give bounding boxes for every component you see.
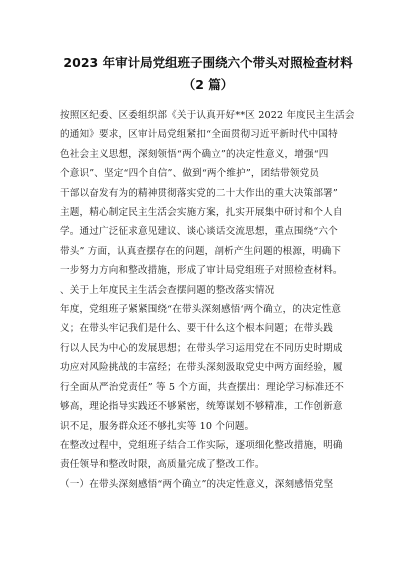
text-line: 在整改过程中，党组班子结合工作实际，逐项细化整改措施，明确 xyxy=(60,439,343,451)
text-line: 够高，理论指导实践还不够紧密，统筹谋划不够精准，工作创新意 xyxy=(60,401,343,413)
document-title: 2023 年审计局党组班子围绕六个带头对照检查材料 xyxy=(63,55,353,70)
text-line: 识不足，服务群众还不够扎实等 10 个问题。 xyxy=(60,420,255,432)
text-line: 行全面从严治党责任” 等 5 个方面，共查摆出：理论学习标准还不 xyxy=(60,381,344,393)
text-line: 的通知》要求，区审计局党组紧扣“全面贯彻习近平新时代中国特 xyxy=(60,129,338,141)
document-subtitle: （2 篇） xyxy=(182,77,234,92)
paragraph xyxy=(60,281,356,300)
text-line: 一步努力方向和整改措施，形成了审计局党组班子对照检查材料。 xyxy=(60,265,343,277)
text-line: 主题，精心制定民主生活会实施方案，扎实开展集中研讨和个人自 xyxy=(60,207,343,219)
text-line: 年度，党组班子紧紧围绕“在带头深刻感悟‘两个确立，的决定性意 xyxy=(60,304,342,316)
paragraph xyxy=(60,475,356,494)
text-line: 、关于上年度民主生活会查摆问题的整改落实情况 xyxy=(60,284,275,296)
text-line: （一）在带头深刻感悟“两个确立”的决定性意义，深刻感悟党坚 xyxy=(60,478,334,490)
text-line: 功应对风险挑战的丰富经；在带头深刻汲取党史中两方面经验，履 xyxy=(60,362,343,374)
text-line: 带头” 方面，认真查摆存在的问题，剖析产生问题的根源，明确下 xyxy=(60,245,342,257)
document-body xyxy=(60,106,356,494)
text-line: 行以人民为中心的发展思想；在带头学习运用党在不同历史时期成 xyxy=(60,342,343,354)
text-line: 按照区纪委、区委组织部《关于认真开好**区 2022 年度民主生活会 xyxy=(60,110,355,121)
text-line: 责任领导和整改时限，高质量完成了整改工作。 xyxy=(60,459,265,471)
text-line: 色社会主义思想，深刻领悟“两个确立”的决定性意义，增强“四 xyxy=(60,148,329,160)
text-line: 义；在带头牢记我们是什么、要干什么这个根本问题；在带头践 xyxy=(60,323,333,335)
paragraph xyxy=(60,436,356,475)
text-line: 干部以奋发有为的精神贯彻落实党的二十大作出的重大决策部署” xyxy=(60,187,338,199)
paragraph xyxy=(60,300,356,436)
paragraph xyxy=(60,106,356,281)
text-line: 个意识”、坚定“四个自信”、做到“两个维护”，团结带领党员 xyxy=(60,168,320,180)
text-line: 学。通过广泛征求意见建议、谈心谈话交流思想，重点围绕“六个 xyxy=(60,226,338,238)
